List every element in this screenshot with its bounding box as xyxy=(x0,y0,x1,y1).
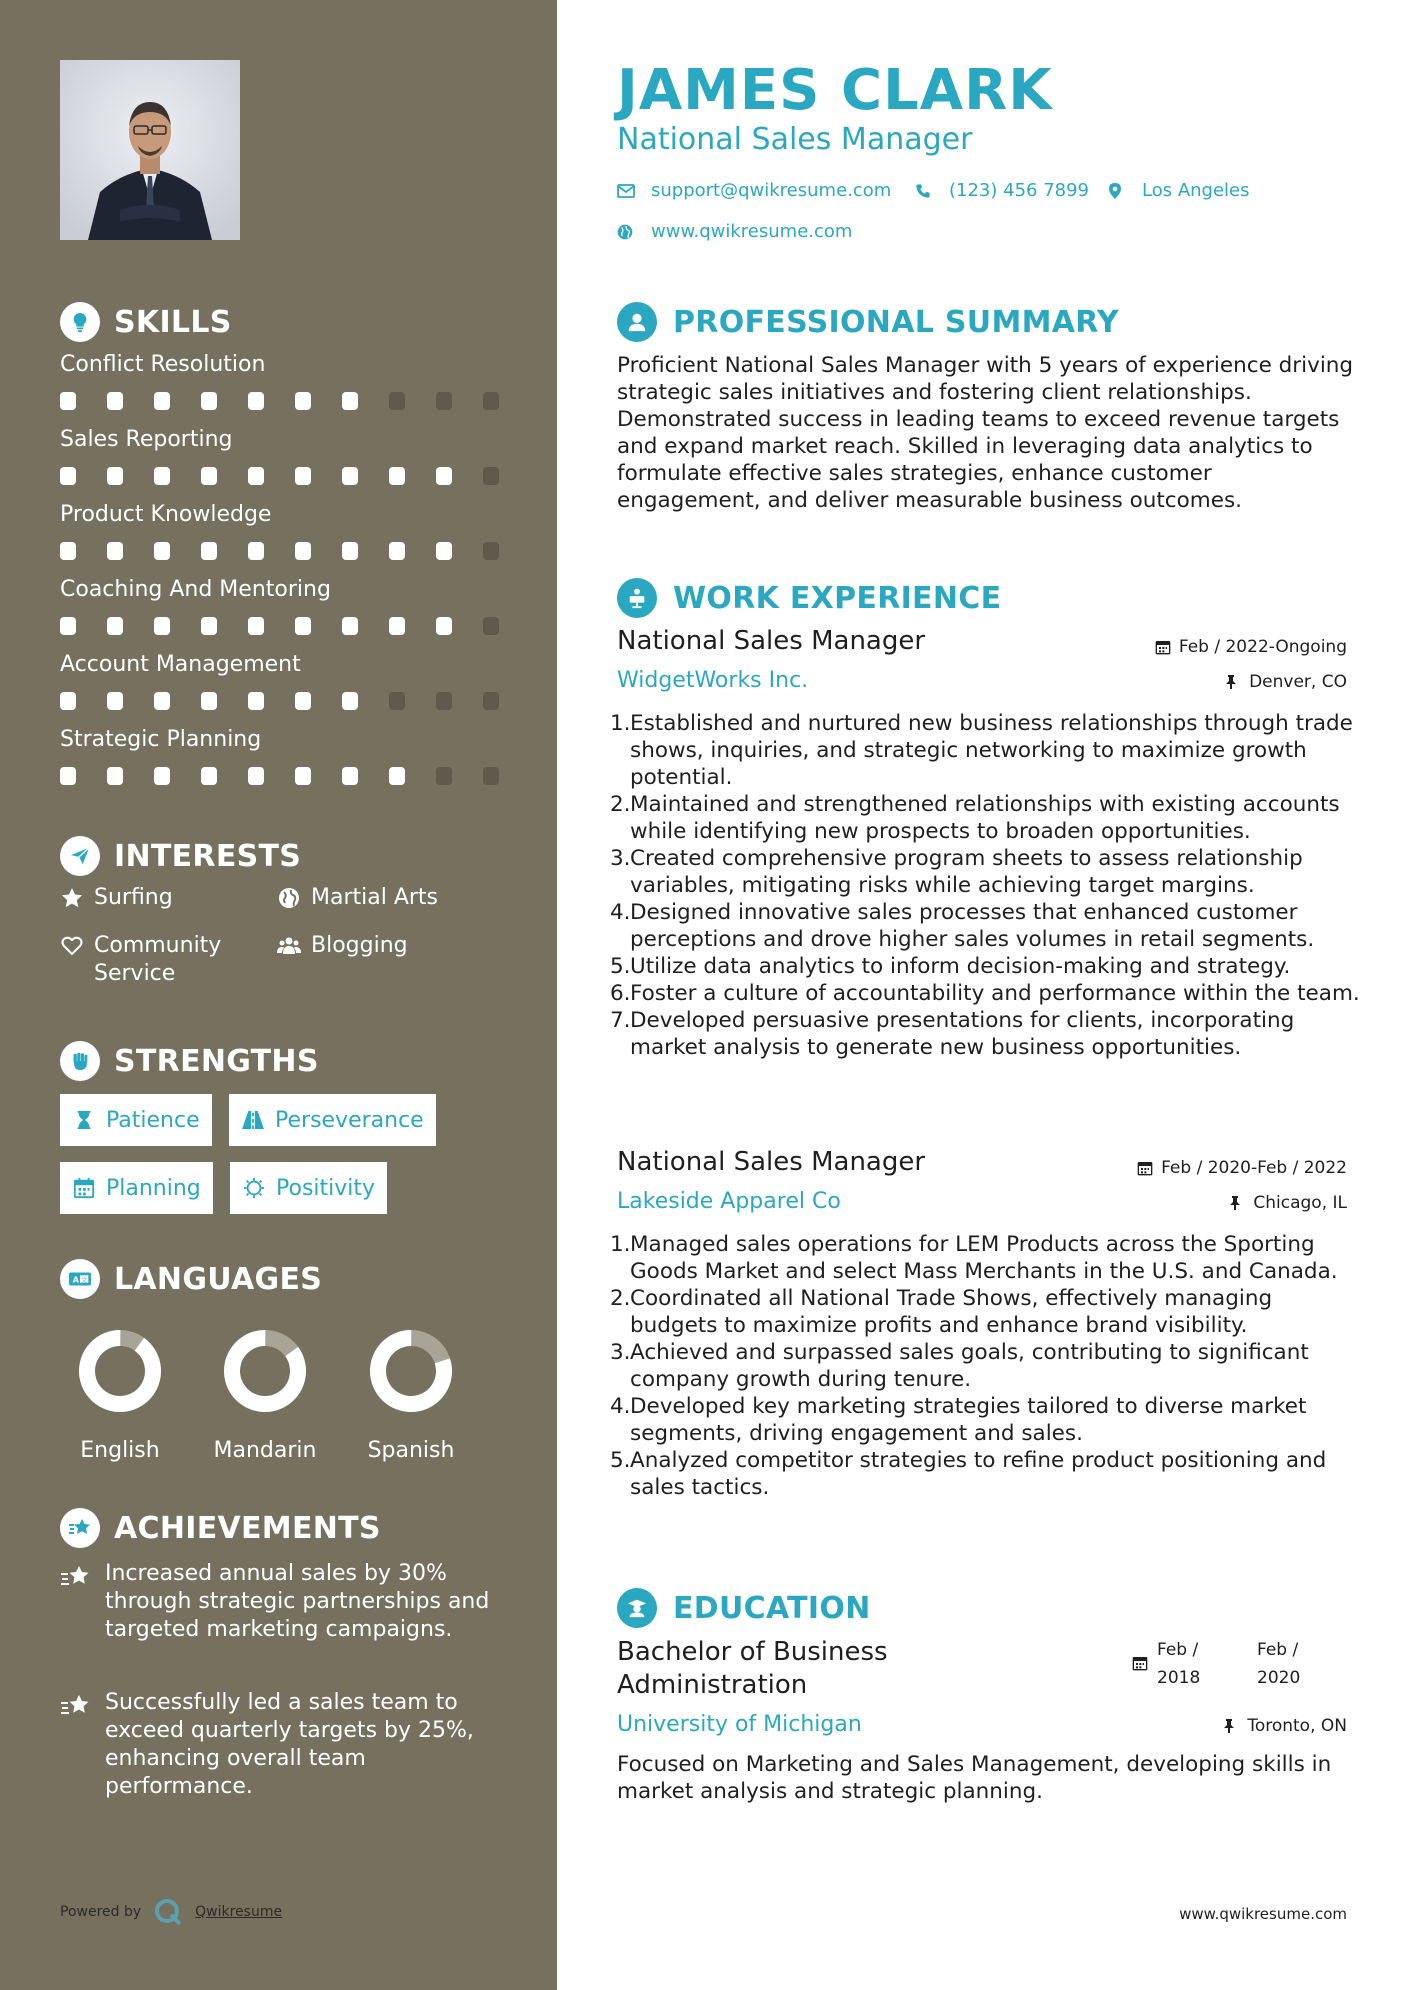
skill-dot xyxy=(483,767,499,785)
education-heading-text: EDUCATION xyxy=(673,1590,871,1626)
footer-url[interactable]: www.qwikresume.com xyxy=(1179,1905,1347,1923)
interest-label: Martial Arts xyxy=(311,885,439,910)
language-name: Spanish xyxy=(367,1438,455,1463)
skill-dot xyxy=(201,392,217,410)
skill-dot xyxy=(154,617,170,635)
skill-dot xyxy=(201,767,217,785)
skill-dot xyxy=(248,767,264,785)
skill-dot xyxy=(342,767,358,785)
skill-dot xyxy=(201,467,217,485)
skill-dot xyxy=(60,392,76,410)
education-start-year: 2018 xyxy=(1157,1668,1201,1688)
contact-website[interactable] xyxy=(617,221,852,242)
skill-dot xyxy=(483,467,499,485)
strength-badge xyxy=(60,1162,213,1214)
skill-rating xyxy=(60,542,500,560)
language-item xyxy=(351,1326,471,1463)
language-name: English xyxy=(80,1438,160,1463)
calendar-icon xyxy=(72,1176,96,1200)
strength-label: Perseverance xyxy=(275,1107,424,1133)
skill-rating xyxy=(60,767,500,785)
skill-dot xyxy=(295,617,311,635)
job-location xyxy=(1225,672,1347,692)
envelope-icon xyxy=(617,182,635,200)
skill-dot xyxy=(107,692,123,710)
language-item xyxy=(60,1326,180,1463)
skill-dot xyxy=(154,767,170,785)
shooting-star-icon xyxy=(60,1564,90,1590)
strength-badge xyxy=(230,1162,387,1214)
language-ring xyxy=(75,1326,165,1416)
pushpin-icon xyxy=(1225,674,1241,690)
fist-icon xyxy=(60,1041,100,1081)
company-name: WidgetWorks Inc. xyxy=(617,668,809,693)
skill-dot xyxy=(342,467,358,485)
skill-dot xyxy=(201,617,217,635)
pushpin-icon xyxy=(1229,1195,1245,1211)
language-ring xyxy=(220,1326,310,1416)
achievements-heading xyxy=(60,1508,381,1548)
job-responsibilities xyxy=(610,710,1365,1061)
language-ring-fill xyxy=(220,1326,310,1416)
education-location-text: Toronto, ON xyxy=(1247,1716,1347,1736)
skill-dot xyxy=(248,392,264,410)
interest-label: Surfing xyxy=(94,885,173,910)
skills-heading-text: SKILLS xyxy=(114,304,232,340)
skill-dot xyxy=(342,542,358,560)
calendar-icon xyxy=(1155,639,1171,655)
sidebar xyxy=(0,0,557,1990)
sun-icon xyxy=(242,1176,266,1200)
list-item: 3. Created comprehensive program sheets to assess relationship variables, mitigating risks while achieving target margins. xyxy=(610,846,1303,898)
paper-plane-icon xyxy=(60,836,100,876)
strength-label: Positivity xyxy=(276,1175,376,1201)
list-item: 7. Developed persuasive presentations for clients, incorporating market analysis to generate new business opportunities. xyxy=(610,1008,1295,1060)
summary-heading xyxy=(617,302,1119,342)
powered-by xyxy=(60,1897,282,1927)
skill-dot xyxy=(154,392,170,410)
skill-name: Sales Reporting xyxy=(60,427,233,452)
skill-dot xyxy=(60,617,76,635)
achievements-heading-text: ACHIEVEMENTS xyxy=(114,1510,381,1546)
star-icon xyxy=(60,886,84,910)
email-text[interactable]: support@qwikresume.com xyxy=(651,180,892,201)
presenter-icon xyxy=(617,578,657,618)
skill-dot xyxy=(342,617,358,635)
skill-dot xyxy=(342,692,358,710)
job-location-text: Chicago, IL xyxy=(1253,1193,1347,1213)
company-name: Lakeside Apparel Co xyxy=(617,1189,841,1214)
skill-dot xyxy=(389,392,405,410)
main-content xyxy=(557,0,1407,1990)
road-icon xyxy=(241,1108,265,1132)
svg-text:A: A xyxy=(72,1274,80,1285)
achievement-text: Successfully led a sales team to exceed quarterly targets by 25%, enhancing overall team performance. xyxy=(105,1690,474,1799)
strengths-heading-text: STRENGTHS xyxy=(114,1043,319,1079)
trophy-icon xyxy=(60,1508,100,1548)
list-item: 5. Analyzed competitor strategies to refine product positioning and sales tactics. xyxy=(610,1448,1327,1500)
list-item: 1. Managed sales operations for LEM Products across the Sporting Goods Market and select Mass Merchants in the U.S. and Canada. xyxy=(610,1232,1338,1284)
languages-heading xyxy=(60,1259,322,1299)
achievement-text: Increased annual sales by 30% through strategic partnerships and targeted marketing campaigns. xyxy=(105,1561,490,1642)
job-date xyxy=(1137,1158,1347,1178)
job-date-text: Feb / 2020-Feb / 2022 xyxy=(1161,1158,1347,1178)
skill-rating xyxy=(60,617,500,635)
job-responsibilities xyxy=(610,1231,1365,1501)
skill-dot xyxy=(107,542,123,560)
interests-heading-text: INTERESTS xyxy=(114,838,302,874)
language-icon xyxy=(60,1259,100,1299)
skill-dot xyxy=(60,542,76,560)
skill-rating xyxy=(60,692,500,710)
globe-icon xyxy=(277,886,301,910)
education-heading xyxy=(617,1588,871,1628)
skill-dot xyxy=(389,617,405,635)
skill-dot xyxy=(436,392,452,410)
list-item: 1. Established and nurtured new business relationships through trade shows, inquiries, and strategic networking to maximize growth potential. xyxy=(610,711,1353,790)
lightbulb-icon xyxy=(60,302,100,342)
skill-dot xyxy=(107,467,123,485)
skill-dot xyxy=(154,467,170,485)
skill-dot xyxy=(248,467,264,485)
skill-dot xyxy=(295,767,311,785)
job-title: National Sales Manager xyxy=(617,1147,926,1177)
heart-icon xyxy=(60,934,84,958)
skill-dot xyxy=(389,767,405,785)
profile-photo xyxy=(60,60,240,240)
list-item: 5. Utilize data analytics to inform decision-making and strategy. xyxy=(610,954,1291,979)
summary-text: Proficient National Sales Manager with 5 years of experience driving strategic sales initiatives and fostering client relationships. Demonstrated success in leading teams to exceed revenue targets and expand market reach. Skilled in leveraging data analytics to formulate effective sales strategies, enhance customer engagement, and deliver measurable business outcomes. xyxy=(617,353,1354,513)
skill-dot xyxy=(483,392,499,410)
skill-dot xyxy=(295,542,311,560)
list-item: 6. Foster a culture of accountability and performance within the team. xyxy=(610,981,1360,1006)
candidate-title: National Sales Manager xyxy=(617,122,973,157)
strength-badge xyxy=(229,1094,436,1146)
contact-phone[interactable] xyxy=(915,180,1089,201)
job-date xyxy=(1155,637,1347,657)
job-date-text: Feb / 2022-Ongoing xyxy=(1178,637,1347,657)
skill-name: Product Knowledge xyxy=(60,502,272,527)
candidate-name: JAMES CLARK xyxy=(617,58,1053,123)
svg-text:文: 文 xyxy=(80,1275,88,1284)
strength-badge xyxy=(60,1094,212,1146)
website-text[interactable]: www.qwikresume.com xyxy=(651,221,853,242)
phone-text[interactable]: (123) 456 7899 xyxy=(949,180,1090,201)
skill-dot xyxy=(483,692,499,710)
skill-dot xyxy=(436,617,452,635)
pushpin-icon xyxy=(1223,1718,1239,1734)
skill-dot xyxy=(154,542,170,560)
education-location xyxy=(1223,1716,1347,1736)
education-end-month: Feb / xyxy=(1257,1640,1299,1660)
calendar-icon xyxy=(1137,1160,1153,1176)
skill-rating xyxy=(60,392,500,410)
skill-dot xyxy=(154,692,170,710)
language-ring xyxy=(366,1326,456,1416)
skill-name: Strategic Planning xyxy=(60,727,262,752)
shooting-star-icon xyxy=(60,1693,90,1719)
skill-dot xyxy=(436,767,452,785)
skill-rating xyxy=(60,467,500,485)
list-item: 2. Coordinated all National Trade Shows, effectively managing budgets to maximize profits and enhance brand visibility. xyxy=(610,1286,1273,1338)
experience-heading xyxy=(617,578,1001,618)
skill-dot xyxy=(436,467,452,485)
skill-dot xyxy=(60,767,76,785)
list-item: 4. Designed innovative sales processes that enhanced customer perceptions and drove higher sales volumes in retail segments. xyxy=(610,900,1315,952)
skill-name: Conflict Resolution xyxy=(60,352,266,377)
list-item: 2. Maintained and strengthened relationships with existing accounts while identifying new prospects to broaden opportunities. xyxy=(610,792,1340,844)
skill-dot xyxy=(60,692,76,710)
skill-dot xyxy=(483,542,499,560)
skill-dot xyxy=(389,692,405,710)
skill-dot xyxy=(248,692,264,710)
powered-by-label: Powered by xyxy=(60,1904,142,1920)
map-pin-icon xyxy=(1108,182,1126,200)
skill-dot xyxy=(389,542,405,560)
skill-dot xyxy=(436,692,452,710)
skill-dot xyxy=(201,692,217,710)
strength-label: Planning xyxy=(106,1175,201,1201)
language-ring-fill xyxy=(75,1326,165,1416)
contact-location xyxy=(1108,180,1250,201)
location-text: Los Angeles xyxy=(1142,180,1250,201)
summary-heading-text: PROFESSIONAL SUMMARY xyxy=(673,304,1120,340)
strengths-heading xyxy=(60,1041,319,1081)
skill-dot xyxy=(342,392,358,410)
skill-dot xyxy=(60,467,76,485)
qwikresume-link[interactable]: Qwikresume xyxy=(195,1904,283,1920)
job-location-text: Denver, CO xyxy=(1249,672,1347,692)
skill-dot xyxy=(107,617,123,635)
skill-dot xyxy=(295,467,311,485)
skill-dot xyxy=(436,542,452,560)
education-end-year: 2020 xyxy=(1257,1668,1301,1688)
user-icon xyxy=(617,302,657,342)
users-icon xyxy=(277,934,301,958)
skill-name: Account Management xyxy=(60,652,301,677)
language-item xyxy=(205,1326,325,1463)
skill-dot xyxy=(248,617,264,635)
language-ring-fill xyxy=(369,1329,452,1412)
contact-email[interactable] xyxy=(617,180,891,201)
interest-label: Community Service xyxy=(94,933,222,986)
phone-icon xyxy=(915,182,933,200)
qwikresume-logo-icon xyxy=(153,1897,183,1927)
skill-name: Coaching And Mentoring xyxy=(60,577,331,602)
education-description: Focused on Marketing and Sales Management, developing skills in market analysis and strategic planning. xyxy=(617,1752,1332,1804)
job-title: National Sales Manager xyxy=(617,626,926,656)
skill-dot xyxy=(248,542,264,560)
globe-icon xyxy=(617,223,635,241)
education-school: University of Michigan xyxy=(617,1712,862,1737)
list-item: 4. Developed key marketing strategies tailored to diverse market segments, driving engagement and sales. xyxy=(610,1394,1307,1446)
calendar-icon xyxy=(1132,1655,1148,1675)
interests-heading xyxy=(60,836,301,876)
skills-heading xyxy=(60,302,232,342)
hourglass-icon xyxy=(72,1108,96,1132)
skill-dot xyxy=(201,542,217,560)
skill-dot xyxy=(483,617,499,635)
strength-label: Patience xyxy=(106,1107,200,1133)
skill-dot xyxy=(389,467,405,485)
interest-label: Blogging xyxy=(311,933,408,958)
experience-heading-text: WORK EXPERIENCE xyxy=(673,580,1002,616)
skill-dot xyxy=(295,392,311,410)
skill-dot xyxy=(107,392,123,410)
job-location xyxy=(1229,1193,1347,1213)
list-item: 3. Achieved and surpassed sales goals, contributing to significant company growth during tenure. xyxy=(610,1340,1309,1392)
education-start-month: Feb / xyxy=(1157,1640,1199,1660)
skill-dot xyxy=(295,692,311,710)
skill-dot xyxy=(107,767,123,785)
education-degree: Bachelor of Business Administration xyxy=(617,1637,888,1700)
language-name: Mandarin xyxy=(213,1438,317,1463)
graduate-icon xyxy=(617,1588,657,1628)
languages-heading-text: LANGUAGES xyxy=(114,1261,323,1297)
